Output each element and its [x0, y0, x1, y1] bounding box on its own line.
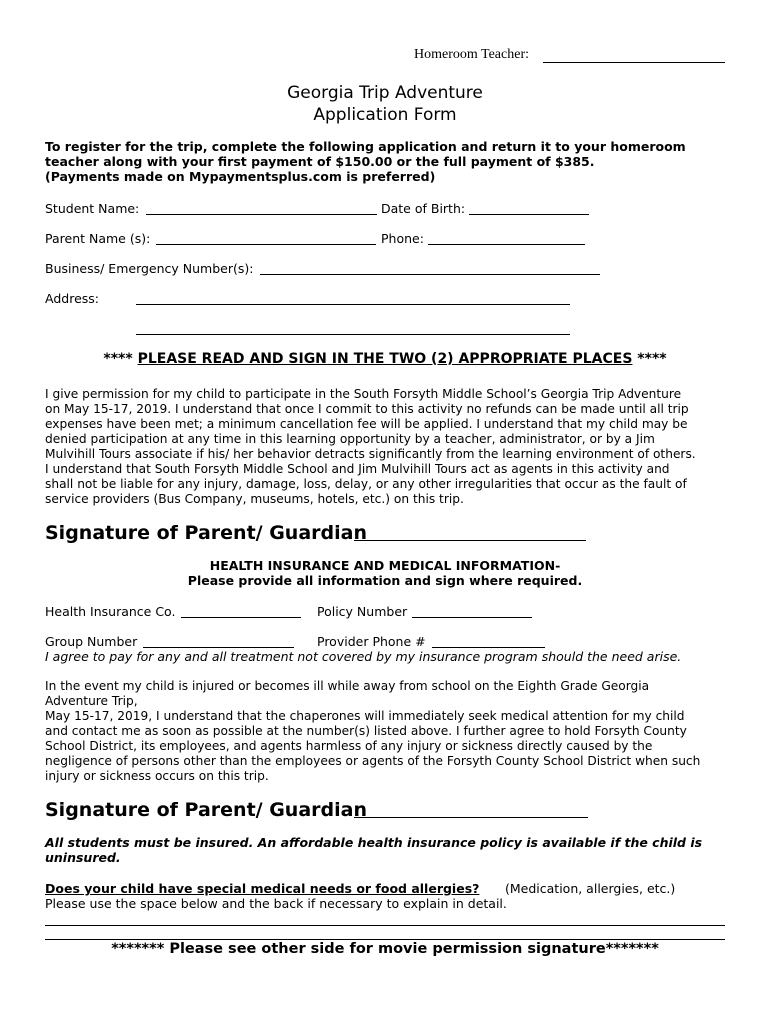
medical-needs-instruction: Please use the space below and the back if necessary to explain in detail. — [45, 896, 507, 911]
injury-paragraph: In the event my child is injured or becomes ill while away from school on the Eighth Grade Georgia Adventure Trip, May 15-17, 2019, I understand that the chaperones will immediately seek medical attention for my child and contact me as soon as possible at the number(s) listed above. I further agree to hold Forsyth County School District, its employees, and agents harmless of any injury or sickness directly caused by the negligence of persons other than the employees or agents of the Forsyth County School District when such injury or sickness occurs on this trip. — [45, 679, 701, 783]
medical-needs-field-line-1[interactable] — [45, 925, 725, 926]
homeroom-teacher-field[interactable] — [543, 62, 725, 63]
provider-phone-label: Provider Phone # — [317, 634, 426, 649]
signature-label-1: Signature of Parent/ Guardian — [45, 522, 367, 544]
address-field-line-2[interactable] — [136, 334, 570, 335]
group-number-label: Group Number — [45, 634, 138, 649]
date-of-birth-field[interactable] — [469, 214, 589, 215]
policy-number-label: Policy Number — [317, 604, 408, 619]
signature-field-1[interactable] — [354, 540, 586, 541]
form-subtitle: Application Form — [313, 105, 457, 125]
insurance-co-label: Health Insurance Co. — [45, 604, 176, 619]
homeroom-teacher-label: Homeroom Teacher: — [414, 47, 529, 62]
sign-notice-prefix: **** — [103, 351, 133, 367]
signature-label-2: Signature of Parent/ Guardian — [45, 799, 367, 821]
business-emergency-field[interactable] — [260, 274, 600, 275]
phone-label: Phone: — [381, 231, 424, 246]
signature-field-2[interactable] — [354, 817, 588, 818]
student-name-label: Student Name: — [45, 201, 140, 216]
medical-needs-field-line-2[interactable] — [45, 939, 725, 940]
student-name-field[interactable] — [146, 214, 377, 215]
address-label: Address: — [45, 291, 99, 306]
intro-line-2: teacher along with your first payment of $150.00 or the full payment of $385. — [45, 154, 595, 169]
medical-needs-question: Does your child have special medical needs or food allergies? — [45, 881, 480, 896]
form-title: Georgia Trip Adventure — [287, 83, 483, 103]
date-of-birth-label: Date of Birth: — [381, 201, 466, 216]
parent-name-field[interactable] — [156, 244, 376, 245]
insured-line-1: All students must be insured. An affordable health insurance policy is available if the child is — [45, 835, 703, 850]
insurance-co-field[interactable] — [181, 617, 301, 618]
health-heading: HEALTH INSURANCE AND MEDICAL INFORMATION- — [209, 558, 561, 573]
health-subheading: Please provide all information and sign where required. — [187, 573, 583, 588]
business-emergency-label: Business/ Emergency Number(s): — [45, 261, 254, 276]
intro-line-3: (Payments made on Mypaymentsplus.com is preferred) — [45, 169, 436, 184]
policy-number-field[interactable] — [412, 617, 532, 618]
footer-note: ******* Please see other side for movie permission signature******* — [111, 941, 659, 957]
parent-name-label: Parent Name (s): — [45, 231, 151, 246]
agree-pay-text: I agree to pay for any and all treatment not covered by my insurance program should the need arise. — [45, 649, 682, 664]
medical-needs-examples: (Medication, allergies, etc.) — [505, 881, 676, 896]
intro-line-1: To register for the trip, complete the following application and return it to your homeroom — [45, 139, 686, 154]
permission-paragraph: I give permission for my child to participate in the South Forsyth Middle School’s Georgia Trip Adventure on May 15-17, 2019. I understand that once I commit to this activity no refunds can be made until all trip expenses have been met; a minimum cancellation fee will be applied. I understand that my child may be denied participation at any time in this learning opportunity by a teacher, administrator, or by a Jim Mulvihill Tours associate if his/ her behavior detracts significantly from the learning environment of others. I understand that South Forsyth Middle School and Jim Mulvihill Tours act as agents in this activity and shall not be liable for any injury, damage, loss, delay, or any other irregularities that occur as the fault of service providers (Bus Company, museums, hotels, etc.) on this trip. — [45, 387, 696, 506]
sign-notice-text: PLEASE READ AND SIGN IN THE TWO (2) APPROPRIATE PLACES — [137, 351, 633, 367]
sign-notice-suffix: **** — [637, 351, 667, 367]
group-number-field[interactable] — [143, 647, 294, 648]
insured-line-2: uninsured. — [45, 850, 121, 865]
address-field-line-1[interactable] — [136, 304, 570, 305]
sign-notice — [0, 351, 770, 367]
phone-field[interactable] — [428, 244, 585, 245]
provider-phone-field[interactable] — [432, 647, 545, 648]
